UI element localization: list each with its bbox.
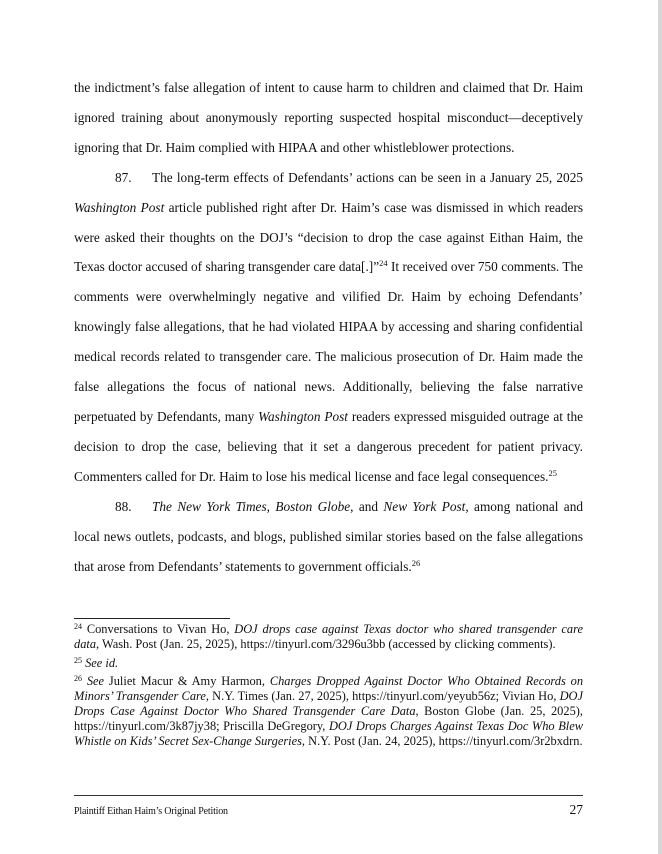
footnote-text: Juliet Macur & Amy Harmon, [104,674,270,689]
body-text [74,73,583,581]
footnote-article-title: DOJ Drops Case Against Doctor Who Shared Transgender Care Data [74,689,583,718]
footnote-separator [74,618,230,619]
footnote-number: 25 [74,655,82,665]
footnote-text: , N.Y. Times (Jan. 27, 2025), https://tinyurl.com/yeyub56z; Vivian Ho, [205,689,560,704]
footnote-text: Conversations to Vivan Ho, [82,622,235,636]
footnote-signal: See [82,674,105,689]
p87-text: article published right after Dr. Haim’s case was dismissed in which readers were asked their thoughts on the DOJ’s “decision to drop the case against Eithan Haim, the Texas doctor accused of sharing transgender care data[.]” [74,199,583,275]
paragraph-number-87: 87. [115,169,132,185]
footnote-ref-25: 25 [548,467,557,478]
footnote-text: , N.Y. Post (Jan. 24, 2025), https://tinyurl.com/3r2bxdrn. [301,733,583,748]
footnote-24 [74,622,583,652]
footnote-article-title: DOJ drops case against Texas doctor who shared transgender care data [74,622,583,651]
footnote-ref-26: 26 [411,557,421,568]
p88-text: , and [350,498,384,514]
footnote-number: 26 [74,674,82,684]
footnote-ref-24: 24 [379,258,388,269]
p87-italic-publication: Washington Post [258,408,348,424]
footer-title: Plaintiff Eithan Haim’s Original Petition [74,806,228,817]
footnote-signal: See id. [82,655,119,670]
footnote-text: , Wash. Post (Jan. 25, 2025), https://tinyurl.com/3296u3bb (accessed by clicking comments). [96,636,556,651]
footnote-article-title: DOJ Drops Charges Against Texas Doc Who Blew Whistle on Kids’ Secret Sex-Change Surgeries [74,718,583,748]
p87-text: readers expressed misguided outrage at the decision to drop the case, believing that it set a dangerous precedent for patient privacy. Commenters called for Dr. Haim to lose his medical license and face legal consequences. [74,408,584,484]
footnote-article-title: Charges Dropped Against Doctor Who Obtained Records on Minors’ Transgender Care [74,674,584,704]
paragraph-number-88: 88. [115,498,132,514]
page-edge [658,0,662,854]
footnote-text: , Boston Globe (Jan. 25, 2025), https://tinyurl.com/3k87jy38; Priscilla DeGregory, [74,703,583,733]
p87-text: It received over 750 comments. The comments were overwhelmingly negative and vilified Dr. Haim by echoing Defendants’ knowingly false allegations, that he had violated HIPAA by accessing and sharing confidential medical records related to transgender care. The malicious prosecution of Dr. Haim made the false allegations the focus of national news. Additionally, believing the false narrative perpetuated by Defendants, many [74,259,583,424]
p87-italic-publication: Washington Post [74,199,165,215]
footnote-26 [74,674,583,748]
footnote-25 [74,656,583,671]
p87-text: The long-term effects of Defendants’ actions can be seen in a January 25, 2025 [152,169,583,185]
p88-text: , [266,498,276,514]
footnotes [74,622,583,752]
paragraph-88 [74,492,583,582]
continuation-text: the indictment’s false allegation of intent to cause harm to children and claimed that Dr. Haim ignored training about anonymously reporting suspected hospital misconduct—deceptively ignoring that Dr. Haim complied with HIPAA and other whistleblower protections. [74,80,583,155]
page-number: 27 [569,802,583,817]
paragraph-87 [74,163,583,492]
continuation-paragraph [74,73,583,163]
p88-italic-publication: Boston Globe [275,498,351,514]
footer-rule [74,795,583,796]
p88-italic-publication: New York Post [383,498,466,514]
p88-italic-publication: The New York Times [152,498,267,514]
p88-text: , among national and local news outlets, podcasts, and blogs, published similar stories based on the false allegations that arose from Defendants’ statements to government officials. [74,498,583,574]
footnote-number: 24 [74,622,82,631]
